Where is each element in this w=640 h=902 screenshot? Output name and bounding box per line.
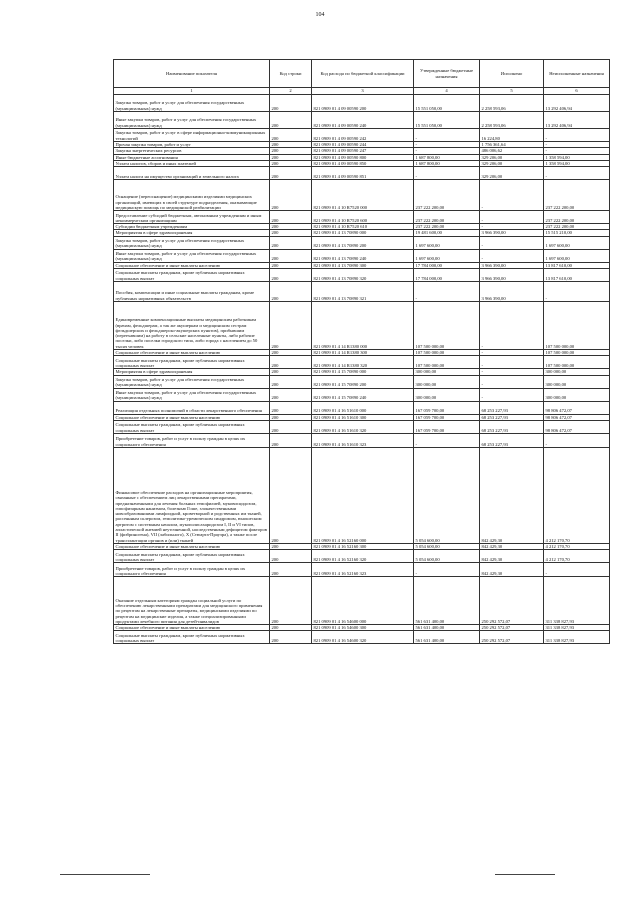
row-code: 200 [270,369,312,375]
row-approved: 5 054 600,00 [414,543,480,549]
row-code: 200 [270,563,312,577]
row-remaining: 300 000,00 [544,375,610,388]
row-code: 200 [270,262,312,268]
row-approved: - [414,433,480,447]
row-code: 200 [270,154,312,160]
table-row [114,95,610,112]
row-executed: - [480,388,544,401]
row-executed: 2 258 593,06 [480,112,544,129]
row-executed: 68 253 227,93 [480,420,544,433]
row-code: 200 [270,230,312,236]
row-kbk: 821 0909 01 4 14 R1380 000 [312,301,414,349]
row-code: 200 [270,420,312,433]
row-kbk: 821 0909 01 4 15 70890 240 [312,388,414,401]
row-code: 200 [270,142,312,148]
row-kbk: 821 0909 01 4 14 R1380 320 [312,356,414,369]
row-approved: 17 784 000,00 [414,262,480,268]
row-kbk: 821 0909 01 4 09 00590 850 [312,160,414,166]
row-executed: - [480,369,544,375]
row-approved: 15 551 050,00 [414,95,480,112]
column-number: 2 [270,88,312,95]
row-name: Социальные выплаты гражданам, кроме публичных нормативных социальных выплат [114,631,270,644]
row-remaining: 107 500 000,00 [544,349,610,355]
row-approved: 1 697 600,00 [414,249,480,262]
table-row [114,577,610,625]
row-approved: 1 687 800,00 [414,154,480,160]
row-approved: 237 222 200,00 [414,224,480,230]
row-kbk: 821 0909 01 4 09 00590 242 [312,129,414,142]
row-executed: 842 429,30 [480,563,544,577]
row-name: Приобретение товаров, работ и услуг в пользу граждан в целях их социального обеспечения [114,563,270,577]
row-executed: 16 224,80 [480,129,544,142]
table-row [114,375,610,388]
row-remaining: 13 817 610,00 [544,268,610,281]
row-code: 200 [270,249,312,262]
row-code: 200 [270,388,312,401]
row-executed: - [480,180,544,211]
row-code: 200 [270,268,312,281]
table-row [114,129,610,142]
row-code: 200 [270,375,312,388]
row-approved: 237 222 200,00 [414,211,480,224]
row-kbk: 821 0909 01 4 09 00590 200 [312,95,414,112]
row-remaining: 4 212 170,70 [544,543,610,549]
row-executed: - [480,211,544,224]
row-executed: 842 429,30 [480,543,544,549]
row-executed: - [480,356,544,369]
row-remaining: 98 806 472,07 [544,414,610,420]
row-remaining: 107 500 000,00 [544,301,610,349]
row-approved: 300 000,00 [414,369,480,375]
row-approved: 107 500 000,00 [414,356,480,369]
row-remaining: - [544,167,610,180]
row-remaining: 311 338 827,93 [544,625,610,631]
page-number: 104 [315,12,325,18]
row-approved: 561 631 400,00 [414,577,480,625]
row-name: Реализация отдельных полномочий в области лекарственного обеспечения [114,401,270,414]
row-executed: 3 966 390,00 [480,262,544,268]
row-kbk: 821 0909 01 4 10 R7520 610 [312,224,414,230]
row-executed: 2 258 593,06 [480,95,544,112]
row-remaining: 300 000,00 [544,388,610,401]
row-approved: 561 631 400,00 [414,631,480,644]
row-code: 200 [270,148,312,154]
row-executed: 68 253 227,93 [480,433,544,447]
table-row [114,447,610,543]
row-code: 200 [270,236,312,249]
table-row [114,167,610,180]
table-row [114,180,610,211]
row-remaining: 311 338 827,93 [544,577,610,625]
row-name: Пособия, компенсации и иные социальные выплаты гражданам, кроме публичных нормативных обязательств [114,281,270,301]
table-row [114,631,610,644]
row-approved: 19 481 600,00 [414,230,480,236]
row-remaining: 1 358 594,00 [544,154,610,160]
footer-rule-right [495,874,555,875]
row-remaining: 237 222 200,00 [544,180,610,211]
row-code: 200 [270,577,312,625]
table-row [114,236,610,249]
row-remaining: - [544,148,610,154]
header-code: Код строки [270,60,312,88]
row-name: Иные закупки товаров, работ и услуг для обеспечения государственных (муниципальных) нужд [114,388,270,401]
row-executed: 329 206,00 [480,167,544,180]
row-kbk: 821 0909 01 4 10 R7520 600 [312,211,414,224]
row-approved: 167 059 700,00 [414,420,480,433]
row-remaining: - [544,281,610,301]
row-executed: 3 966 390,00 [480,268,544,281]
row-approved: 237 222 200,00 [414,180,480,211]
column-number-row [114,88,610,95]
table-row [114,211,610,224]
row-approved: 561 631 400,00 [414,625,480,631]
row-kbk: 821 0909 01 4 13 70890 200 [312,236,414,249]
row-kbk: 821 0909 01 4 09 00590 851 [312,167,414,180]
column-number: 3 [312,88,414,95]
row-kbk: 821 0909 01 4 16 52160 000 [312,447,414,543]
row-kbk: 821 0909 01 4 13 70890 320 [312,268,414,281]
row-kbk: 821 0909 01 4 13 70890 240 [312,249,414,262]
row-name: Предоставление субсидий бюджетным, автономным учреждениям и иным некоммерческим организациям [114,211,270,224]
row-remaining: 4 212 170,70 [544,550,610,563]
row-code: 200 [270,401,312,414]
header-executed: Исполнено [480,60,544,88]
row-remaining: 98 806 472,07 [544,420,610,433]
row-kbk: 821 0909 01 4 09 00590 244 [312,142,414,148]
table-row [114,550,610,563]
row-code: 200 [270,543,312,549]
row-code: 200 [270,281,312,301]
row-approved: 5 054 600,00 [414,550,480,563]
row-kbk: 821 0909 01 4 13 70890 321 [312,281,414,301]
row-approved: 107 500 000,00 [414,301,480,349]
row-name: Социальное обеспечение и иные выплаты населению [114,349,270,355]
row-executed: 329 206,00 [480,160,544,166]
row-name: Оказание отдельным категориям граждан социальной услуги по обеспечению лекарственными препаратами для медицинского применения по рецептам на лекарственные препараты, медицинскими изделиями по рецептам на медицинские изделия, а также специализированными продуктами лечебного питания для детей-инвалидов [114,577,270,625]
column-number: 1 [114,88,270,95]
row-name: Закупка энергетических ресурсов [114,148,270,154]
row-approved: - [414,129,480,142]
row-executed: 1 756 361,64 [480,142,544,148]
row-kbk: 821 0909 01 4 13 70890 300 [312,262,414,268]
row-name: Единовременные компенсационные выплаты медицинским работникам (врачам, фельдшерам, а так же акушеркам и медицинским сестрам фельдшерских и фельдшерско-акушерских пунктов), прибывшим (переехавшим) на работу в сельские населенные пункты, либо рабочие поселки, либо поселки городского типа, либо города с населением до 50 тысяч человек [114,301,270,349]
header-approved: Утвержденные бюджетные назначения [414,60,480,88]
row-kbk: 821 0909 01 4 15 70890 000 [312,369,414,375]
row-remaining: 1 697 600,00 [544,249,610,262]
row-executed: 250 292 572,07 [480,625,544,631]
table-row [114,112,610,129]
row-remaining: 13 292 406,94 [544,95,610,112]
row-remaining: 311 338 827,93 [544,631,610,644]
row-kbk: 821 0909 01 4 14 R1380 300 [312,349,414,355]
row-code: 200 [270,167,312,180]
row-remaining: - [544,142,610,148]
row-name: Социальное обеспечение и иные выплаты населению [114,262,270,268]
row-executed: 250 292 572,07 [480,577,544,625]
row-executed: 329 206,00 [480,154,544,160]
row-name: Уплата налога на имущество организаций и земельного налога [114,167,270,180]
row-kbk: 821 0909 01 4 16 52160 300 [312,543,414,549]
row-kbk: 821 0909 01 4 16 52160 323 [312,563,414,577]
row-code: 200 [270,301,312,349]
row-code: 200 [270,414,312,420]
row-remaining: 4 212 170,70 [544,447,610,543]
row-name: Закупка товаров, работ и услуг для обеспечения государственных (муниципальных) нужд [114,236,270,249]
row-approved: 1 697 600,00 [414,236,480,249]
row-name: Закупка товаров, работ и услуг для обеспечения государственных (муниципальных) нужд [114,95,270,112]
row-name: Мероприятия в сфере здравоохранения [114,369,270,375]
row-remaining: 107 500 000,00 [544,356,610,369]
row-remaining: 13 817 610,00 [544,262,610,268]
row-name: Финансовое обеспечение расходов на организационные мероприятия, связанные с обеспечением лиц лекарственными препаратами, предназначенными для лечения больных гемофилией, муковисцидозом, гипофизарным нанизмом, болезнью Гоше, злокачественными новообразованиями лимфоидной, кроветворной и родственных им тканей, рассеянным склерозом, гемолитико-уремическим синдромом, юношеским артритом с системным началом, мукополисахаридозом I, II и VI типов, апластической анемией неуточненной, наследственным дефицитом факторов II (фибриногена), VII (лабильного), X (Стюарта-Прауэра), а также после трансплантации органов и (или) тканей [114,447,270,543]
row-code: 200 [270,625,312,631]
table-row [114,281,610,301]
row-remaining: - [544,433,610,447]
row-code: 200 [270,447,312,543]
row-approved: 300 000,00 [414,388,480,401]
row-kbk: 821 0909 01 4 16 51610 300 [312,414,414,420]
row-executed: 486 006,62 [480,148,544,154]
row-approved: - [414,563,480,577]
row-name: Иные закупки товаров, работ и услуг для обеспечения государственных (муниципальных) нужд [114,112,270,129]
row-code: 200 [270,433,312,447]
row-code: 200 [270,631,312,644]
row-name: Социальные выплаты гражданам, кроме публичных нормативных социальных выплат [114,356,270,369]
row-remaining: 13 292 406,94 [544,112,610,129]
row-executed: - [480,375,544,388]
row-name: Социальные выплаты гражданам, кроме публичных нормативных социальных выплат [114,550,270,563]
row-remaining: 98 806 472,07 [544,401,610,414]
row-name: Приобретение товаров, работ и услуг в пользу граждан в целях их социального обеспечения [114,433,270,447]
table-row [114,401,610,414]
column-number: 6 [544,88,610,95]
row-name: Иные бюджетные ассигнования [114,154,270,160]
row-code: 200 [270,356,312,369]
footer-rule-left [60,874,150,875]
row-approved: - [414,142,480,148]
row-code: 200 [270,550,312,563]
row-executed: 68 253 227,93 [480,401,544,414]
row-code: 200 [270,112,312,129]
row-name: Мероприятия в сфере здравоохранения [114,230,270,236]
row-kbk: 821 0909 01 4 16 51610 320 [312,420,414,433]
row-kbk: 821 0909 01 4 09 00590 240 [312,112,414,129]
row-remaining: - [544,129,610,142]
row-name: Закупка товаров, работ и услуг в сфере информационно-коммуникационных технологий [114,129,270,142]
row-kbk: 821 0909 01 4 16 52160 320 [312,550,414,563]
table-row [114,356,610,369]
row-remaining: 1 697 600,00 [544,236,610,249]
row-executed: - [480,224,544,230]
row-remaining: 300 000,00 [544,369,610,375]
column-number: 4 [414,88,480,95]
row-executed: 250 292 572,07 [480,631,544,644]
header-row [114,60,610,88]
row-name: Социальные выплаты гражданам, кроме публичных нормативных социальных выплат [114,420,270,433]
row-approved: 5 054 600,00 [414,447,480,543]
row-name: Социальное обеспечение и иные выплаты населению [114,625,270,631]
row-executed: - [480,349,544,355]
row-name: Социальное обеспечение и иные выплаты населению [114,414,270,420]
row-code: 200 [270,160,312,166]
row-name: Уплата налогов, сборов и иных платежей [114,160,270,166]
table-row [114,563,610,577]
row-approved: 17 784 000,00 [414,268,480,281]
row-kbk: 821 0909 01 4 15 70890 200 [312,375,414,388]
row-code: 200 [270,129,312,142]
table-row [114,301,610,349]
row-approved: - [414,281,480,301]
row-executed: - [480,249,544,262]
row-name: Прочая закупка товаров, работ и услуг [114,142,270,148]
row-executed: 3 966 390,00 [480,230,544,236]
row-executed: 3 966 390,00 [480,281,544,301]
row-executed: 842 429,30 [480,550,544,563]
table-row [114,388,610,401]
header-kbk: Код расхода по бюджетной классификации [312,60,414,88]
row-name: Социальное обеспечение и иные выплаты населению [114,543,270,549]
row-kbk: 821 0909 01 4 16 51610 323 [312,433,414,447]
budget-execution-table [113,59,610,644]
row-executed: 68 253 227,93 [480,414,544,420]
row-kbk: 821 0909 01 4 10 R7520 000 [312,180,414,211]
row-code: 200 [270,349,312,355]
row-remaining: 15 515 210,00 [544,230,610,236]
row-approved: - [414,167,480,180]
row-remaining: 237 222 200,00 [544,211,610,224]
row-name: Оснащение (переоснащение) медицинскими изделиями медицинских организаций, имеющих в своей структуре подразделения, оказывающие медицинскую помощь по медицинской реабилитации [114,180,270,211]
header-remaining: Неисполненные назначения [544,60,610,88]
table-row [114,420,610,433]
row-kbk: 821 0909 01 4 13 70890 000 [312,230,414,236]
row-executed: 842 429,30 [480,447,544,543]
row-approved: 1 687 800,00 [414,160,480,166]
row-approved: 300 000,00 [414,375,480,388]
table-row [114,249,610,262]
row-approved: 167 059 700,00 [414,401,480,414]
row-name: Закупка товаров, работ и услуг для обеспечения государственных (муниципальных) нужд [114,375,270,388]
row-kbk: 821 0909 01 4 16 51610 000 [312,401,414,414]
table-body [114,95,610,644]
table-row [114,433,610,447]
header-name: Наименование показателя [114,60,270,88]
row-kbk: 821 0909 01 4 16 54600 320 [312,631,414,644]
row-kbk: 821 0909 01 4 09 00590 247 [312,148,414,154]
row-approved: - [414,148,480,154]
row-remaining: 1 358 594,00 [544,160,610,166]
row-kbk: 821 0909 01 4 16 54600 300 [312,625,414,631]
row-executed: - [480,236,544,249]
row-name: Социальные выплаты гражданам, кроме публичных нормативных социальных выплат [114,268,270,281]
row-remaining: - [544,563,610,577]
row-approved: 15 551 050,00 [414,112,480,129]
row-code: 200 [270,224,312,230]
row-executed: - [480,301,544,349]
row-code: 200 [270,180,312,211]
row-name: Субсидии бюджетным учреждениям [114,224,270,230]
row-kbk: 821 0909 01 4 16 54600 000 [312,577,414,625]
column-number: 5 [480,88,544,95]
row-kbk: 821 0909 01 4 09 00590 800 [312,154,414,160]
row-name: Иные закупки товаров, работ и услуг для обеспечения государственных (муниципальных) нужд [114,249,270,262]
row-code: 200 [270,211,312,224]
row-code: 200 [270,95,312,112]
row-remaining: 237 222 200,00 [544,224,610,230]
row-approved: 167 059 700,00 [414,414,480,420]
row-approved: 107 500 000,00 [414,349,480,355]
table-row [114,268,610,281]
